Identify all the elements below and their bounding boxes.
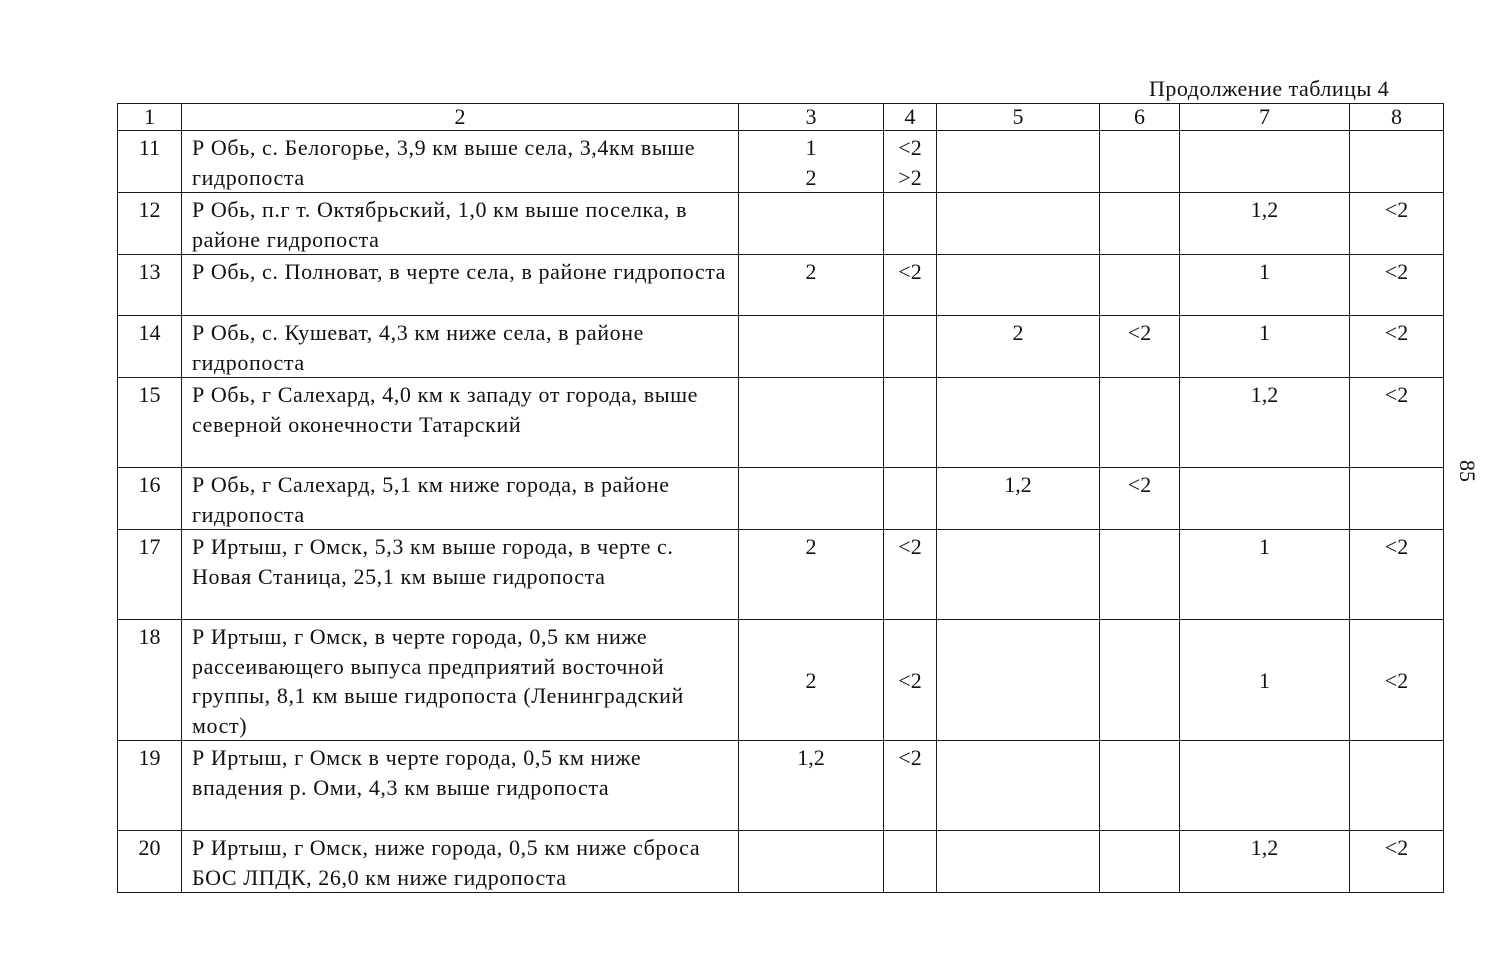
header-cell-7: 7 [1180,104,1350,131]
cell-col8: <2 [1350,530,1444,620]
row-number: 19 [118,741,182,831]
cell-col8: <2 [1350,620,1444,741]
header-row [118,104,1444,131]
table-row [118,741,1444,831]
row-number: 16 [118,468,182,530]
cell-col6 [1100,831,1180,893]
row-description: Р Обь, с. Кушеват, 4,3 км ниже села, в районе гидропоста [182,316,739,378]
cell-col4 [884,468,937,530]
cell-col6 [1100,193,1180,255]
cell-col4 [884,193,937,255]
header-cell-2: 2 [182,104,739,131]
cell-col5: 1,2 [937,468,1100,530]
table-row [118,131,1444,193]
cell-col5 [937,193,1100,255]
header-cell-4: 4 [884,104,937,131]
cell-col7: 1,2 [1180,831,1350,893]
table-row [118,193,1444,255]
row-number: 15 [118,378,182,468]
cell-col3: 1 2 [739,131,884,193]
cell-col6 [1100,620,1180,741]
cell-col7: 1 [1180,316,1350,378]
cell-col7 [1180,741,1350,831]
row-description: Р Иртыш, г Омск, в черте города, 0,5 км ниже рассеивающего выпуса предприятий восточной группы, 8,1 км выше гидропоста (Ленинградский мост) [182,620,739,741]
header-cell-8: 8 [1350,104,1444,131]
row-description: Р Иртыш, г Омск в черте города, 0,5 км ниже впадения р. Оми, 4,3 км выше гидропоста [182,741,739,831]
cell-col7 [1180,131,1350,193]
cell-col6: <2 [1100,468,1180,530]
cell-col4 [884,378,937,468]
table-row [118,530,1444,620]
cell-col6 [1100,741,1180,831]
cell-col3 [739,831,884,893]
cell-col4 [884,831,937,893]
header-cell-3: 3 [739,104,884,131]
cell-col3 [739,468,884,530]
table-row [118,255,1444,316]
row-number: 14 [118,316,182,378]
cell-col3: 2 [739,530,884,620]
cell-col8: <2 [1350,255,1444,316]
cell-col5 [937,620,1100,741]
cell-col8 [1350,131,1444,193]
cell-col4: <2 >2 [884,131,937,193]
cell-col4: <2 [884,530,937,620]
cell-col7: 1 [1180,620,1350,741]
cell-col7: 1 [1180,530,1350,620]
cell-col3: 2 [739,620,884,741]
row-number: 12 [118,193,182,255]
cell-col8: <2 [1350,378,1444,468]
cell-col6 [1100,530,1180,620]
row-description: Р Обь, п.г т. Октябрьский, 1,0 км выше поселка, в районе гидропоста [182,193,739,255]
cell-col5 [937,741,1100,831]
cell-col6 [1100,378,1180,468]
cell-col7: 1 [1180,255,1350,316]
row-description: Р Обь, с. Белогорье, 3,9 км выше села, 3,4км выше гидропоста [182,131,739,193]
cell-col8 [1350,468,1444,530]
cell-col7: 1,2 [1180,193,1350,255]
table-row [118,316,1444,378]
row-number: 20 [118,831,182,893]
table-row [118,831,1444,893]
data-table [117,103,1444,893]
cell-col5 [937,831,1100,893]
row-number: 18 [118,620,182,741]
cell-col4: <2 [884,741,937,831]
cell-col3 [739,193,884,255]
cell-col5: 2 [937,316,1100,378]
row-number: 13 [118,255,182,316]
cell-col5 [937,255,1100,316]
cell-col3: 1,2 [739,741,884,831]
cell-col8: <2 [1350,831,1444,893]
row-number: 11 [118,131,182,193]
row-description: Р Обь, г Салехард, 5,1 км ниже города, в районе гидропоста [182,468,739,530]
cell-col6 [1100,131,1180,193]
table-row [118,378,1444,468]
row-description: Р Иртыш, г Омск, ниже города, 0,5 км ниже сброса БОС ЛПДК, 26,0 км ниже гидропоста [182,831,739,893]
row-number: 17 [118,530,182,620]
row-description: Р Обь, г Салехард, 4,0 км к западу от города, выше северной оконечности Татарский [182,378,739,468]
cell-col7: 1,2 [1180,378,1350,468]
cell-col4 [884,316,937,378]
table-row [118,468,1444,530]
row-description: Р Обь, с. Полноват, в черте села, в районе гидропоста [182,255,739,316]
header-cell-5: 5 [937,104,1100,131]
cell-col5 [937,530,1100,620]
cell-col4: <2 [884,620,937,741]
cell-col3: 2 [739,255,884,316]
page-number: 85 [1455,460,1480,482]
cell-col5 [937,131,1100,193]
row-description: Р Иртыш, г Омск, 5,3 км выше города, в черте с. Новая Станица, 25,1 км выше гидропоста [182,530,739,620]
cell-col4: <2 [884,255,937,316]
cell-col8: <2 [1350,316,1444,378]
table-caption: Продолжение таблицы 4 [1149,76,1390,101]
table-row [118,620,1444,741]
cell-col8: <2 [1350,193,1444,255]
cell-col7 [1180,468,1350,530]
cell-col3 [739,316,884,378]
cell-col3 [739,378,884,468]
cell-col6 [1100,255,1180,316]
cell-col8 [1350,741,1444,831]
cell-col6: <2 [1100,316,1180,378]
header-cell-6: 6 [1100,104,1180,131]
header-cell-1: 1 [118,104,182,131]
cell-col5 [937,378,1100,468]
